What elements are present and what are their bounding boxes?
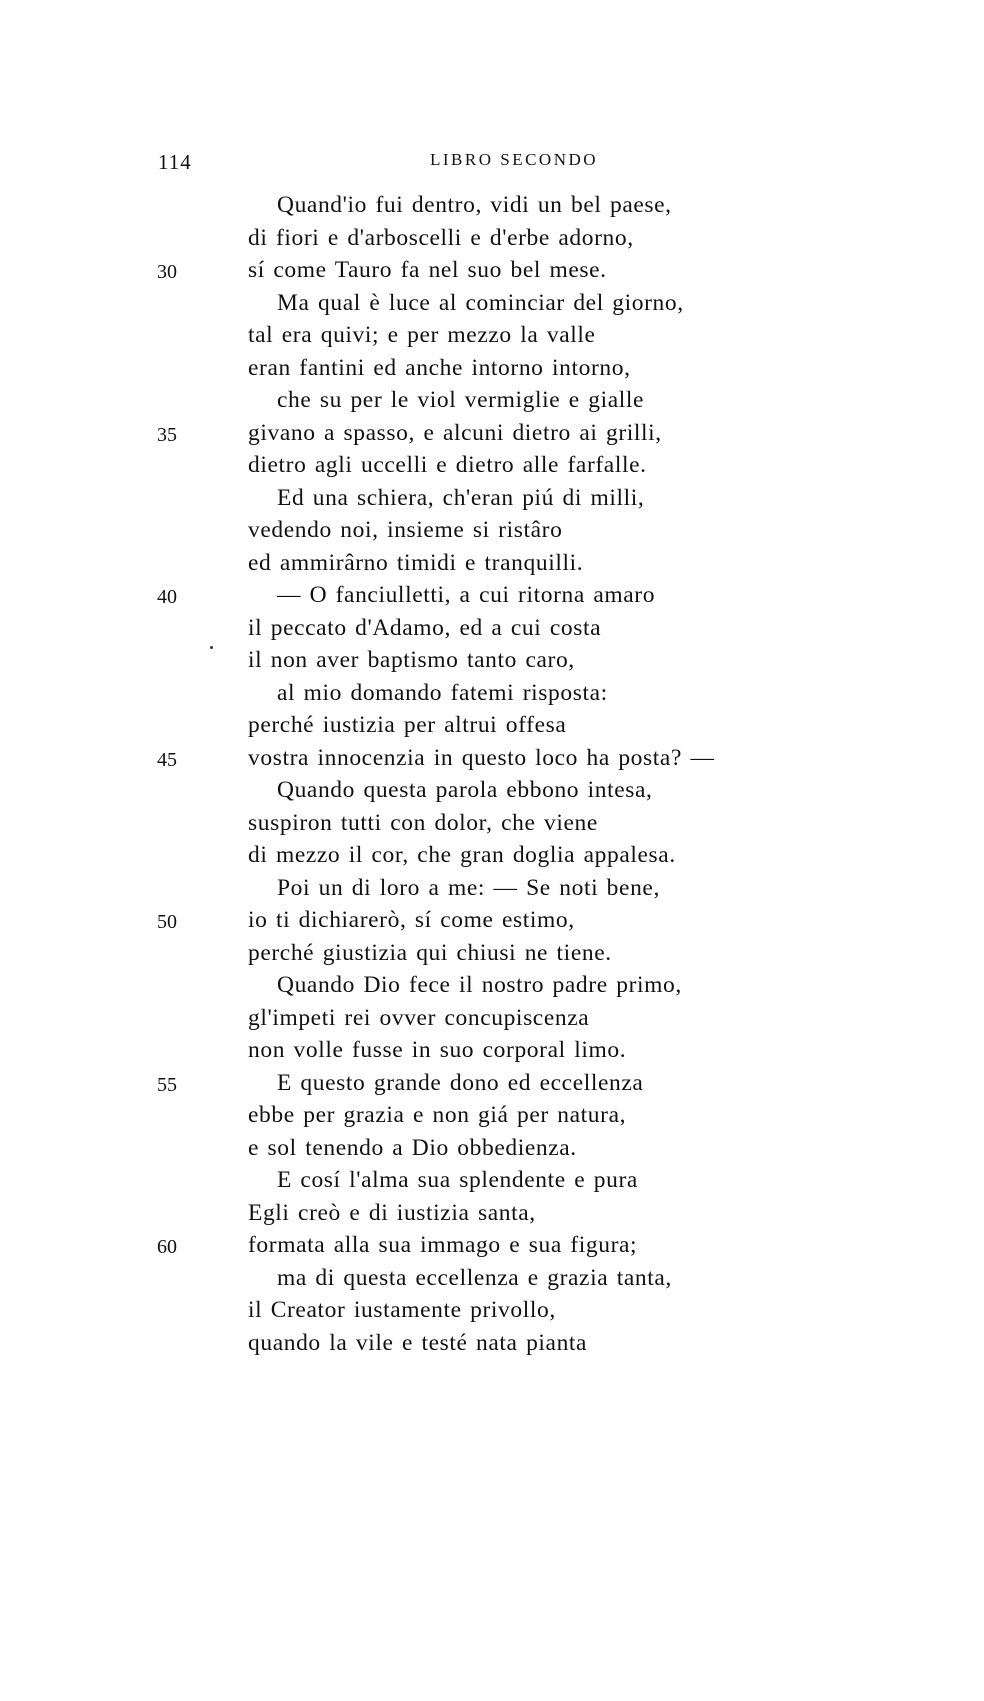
verse-line-text: Quando questa parola ebbono intesa, [277,777,653,803]
verse-line-text: che su per le viol vermiglie e gialle [277,387,645,413]
verse-line-text: Poi un di loro a me: — Se noti bene, [277,874,660,901]
verse-line-text: perché iustizia per altrui offesa [248,712,567,738]
verse-line-text: vostra innocenzia in questo loco ha posta? — [248,744,715,771]
verse-line [0,1135,984,1168]
verse-line [0,1102,984,1135]
verse-line [0,647,984,680]
verse-line [0,452,984,485]
verse-line-text: di fiori e d'arboscelli e d'erbe adorno, [248,224,634,251]
verse-line-text: E cosí l'alma sua splendente e pura [277,1167,638,1193]
verse-line [0,1232,984,1265]
verse-line-text: givano a spasso, e alcuni dietro ai grilli, [248,419,662,446]
verse-line [0,1037,984,1070]
verse-line-number: 35 [157,423,177,446]
verse-line-text: ed ammirârno timidi e tranquilli. [248,549,584,576]
verse-line [0,615,984,648]
verse-line-text: Quando Dio fece il nostro padre primo, [277,972,682,998]
verse-line [0,745,984,778]
verse-line [0,972,984,1005]
verse-line-text: sí come Tauro fa nel suo bel mese. [248,257,607,283]
verse-line [0,192,984,225]
verse-line-text: Egli creò e di iustizia santa, [248,1199,536,1226]
verse-line [0,1200,984,1233]
verse-line [0,420,984,453]
verse-line [0,712,984,745]
verse-line-text: Ma qual è luce al cominciar del giorno, [277,289,684,316]
verse-line-text: e sol tenendo a Dio obbedienza. [248,1134,577,1161]
verse-line [0,875,984,908]
verse-line [0,1167,984,1200]
verse-line-text: — O fanciulletti, a cui ritorna amaro [277,582,656,608]
verse-line-text: formata alla sua immago e sua figura; [248,1232,638,1258]
verse-line [0,940,984,973]
verse-line-text: eran fantini ed anche intorno intorno, [248,354,631,381]
verse-line-text: E questo grande dono ed eccellenza [277,1069,644,1096]
verse-line-number: 50 [157,911,177,933]
verse-line-text: il non aver baptismo tanto caro, [248,647,575,673]
verse-line [0,517,984,550]
verse-line [0,225,984,258]
verse-line [0,1330,984,1363]
verse-line-text: tal era quivi; e per mezzo la valle [248,322,596,348]
verse-line-number: 40 [157,586,177,608]
verse-line-text: vedendo noi, insieme si ristâro [248,517,563,543]
verse-line [0,485,984,518]
verse-line [0,1005,984,1038]
verse-line-text: suspiron tutti con dolor, che viene [248,809,598,836]
verse-line-text: Quand'io fui dentro, vidi un bel paese, [277,192,672,218]
verse-line [0,257,984,290]
verse-line-text: al mio domando fatemi risposta: [277,679,608,706]
verse-line [0,355,984,388]
verse-line-text: non volle fusse in suo corporal limo. [248,1037,627,1063]
verse-line [0,842,984,875]
verse-line-text: ebbe per grazia e non giá per natura, [248,1102,627,1128]
verse-line [0,1070,984,1103]
verse-line [0,907,984,940]
verse-line [0,550,984,583]
verse-line-text: perché giustizia qui chiusi ne tiene. [248,939,612,966]
verse-line [0,777,984,810]
verse-line [0,322,984,355]
verse-line-text: di mezzo il cor, che gran doglia appalesa. [248,842,676,868]
verse-line [0,387,984,420]
verse-line-text: gl'impeti rei ovver concupiscenza [248,1004,590,1031]
verse-line-number: 30 [157,261,177,283]
verse-line-text: il Creator iustamente privollo, [248,1297,556,1323]
verse-line-text: dietro agli uccelli e dietro alle farfalle. [248,452,647,478]
verse-line [0,1265,984,1298]
page-number: 114 [158,150,192,174]
verse-line [0,680,984,713]
verse-line-number: 45 [157,748,177,771]
verse-line-number: 60 [157,1236,177,1258]
verse-line [0,810,984,843]
running-head: LIBRO SECONDO [430,150,599,169]
margin-dot [210,646,213,649]
verse-line-text: il peccato d'Adamo, ed a cui costa [248,614,602,641]
verse-line-text: ma di questa eccellenza e grazia tanta, [277,1264,672,1291]
verse-line [0,290,984,323]
verse-line-text: Ed una schiera, ch'eran piú di milli, [277,484,645,511]
verse-line-number: 55 [157,1073,177,1096]
verse-line [0,1297,984,1330]
verse-line [0,582,984,615]
verse-line-text: quando la vile e testé nata pianta [248,1329,588,1356]
verse-line-text: io ti dichiarerò, sí come estimo, [248,907,575,933]
